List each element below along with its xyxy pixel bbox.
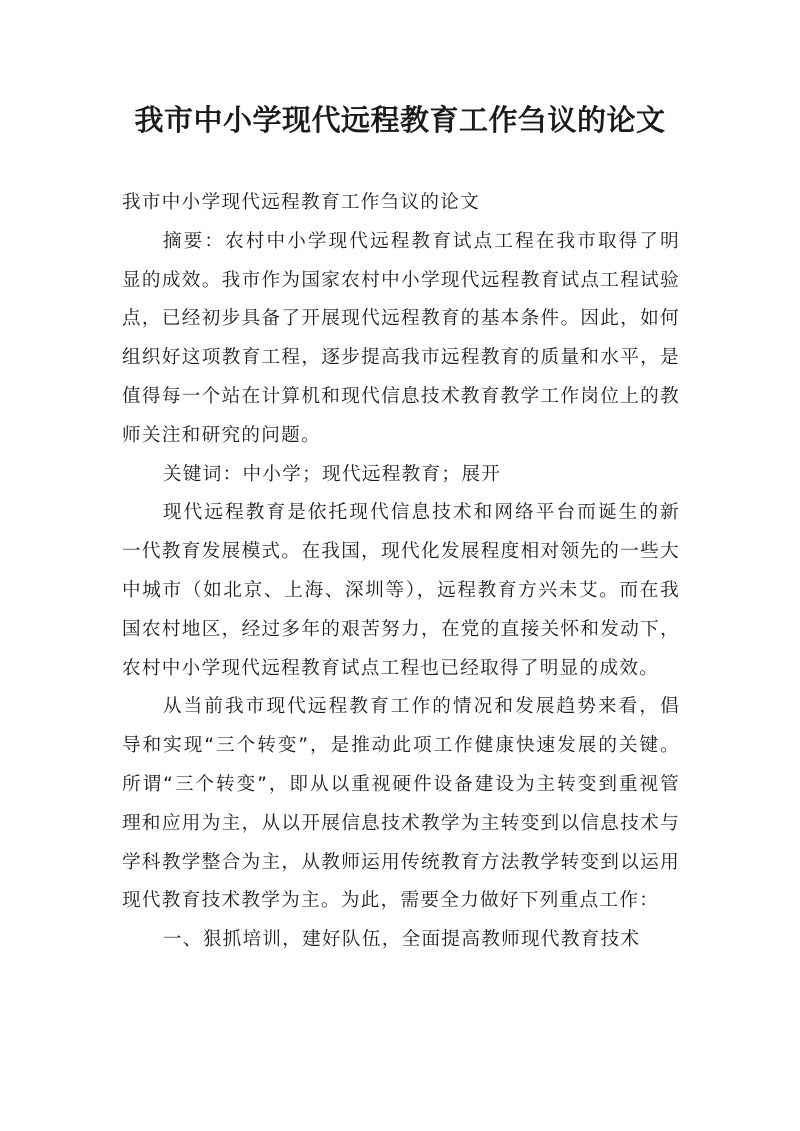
paragraph-section-one: 一、狠抓培训，建好队伍，全面提高教师现代教育技术	[162, 929, 641, 951]
document-title: 我市中小学现代远程教育工作刍议的论文	[134, 103, 666, 137]
document-body	[122, 184, 680, 960]
paragraph-subtitle: 我市中小学现代远程教育工作刍议的论文	[122, 192, 481, 213]
paragraph-keywords: 关键词：中小学；现代远程教育；展开	[162, 463, 502, 485]
paragraph-abstract: 摘要：农村中小学现代远程教育试点工程在我市取得了明显的成效。我市作为国家农村中小学现代远程教育试点工程试验点，已经初步具备了开展现代远程教育的基本条件。因此，如何组织好这项教育工程，逐步提高我市远程教育的质量和水平，是值得每一个站在计算机和现代信息技术教育教学工作岗位上的教师关注和研究的问题。	[122, 230, 680, 446]
paragraph-three-changes: 从当前我市现代远程教育工作的情况和发展趋势来看，倡导和实现“三个转变”，是推动此项工作健康快速发展的关键。所谓“三个转变”，即从以重视硬件设备建设为主转变到重视管理和应用为主，从以开展信息技术教学为主转变到以信息技术与学科教学整合为主，从教师运用传统教育方法教学转变到以运用现代教育技术教学为主。为此，需要全力做好下列重点工作：	[122, 696, 680, 912]
paragraph-intro: 现代远程教育是依托现代信息技术和网络平台而诞生的新一代教育发展模式。在我国，现代化发展程度相对领先的一些大中城市（如北京、上海、深圳等），远程教育方兴未艾。而在我国农村地区，经过多年的艰苦努力，在党的直接关怀和发动下，农村中小学现代远程教育试点工程也已经取得了明显的成效。	[122, 502, 680, 679]
